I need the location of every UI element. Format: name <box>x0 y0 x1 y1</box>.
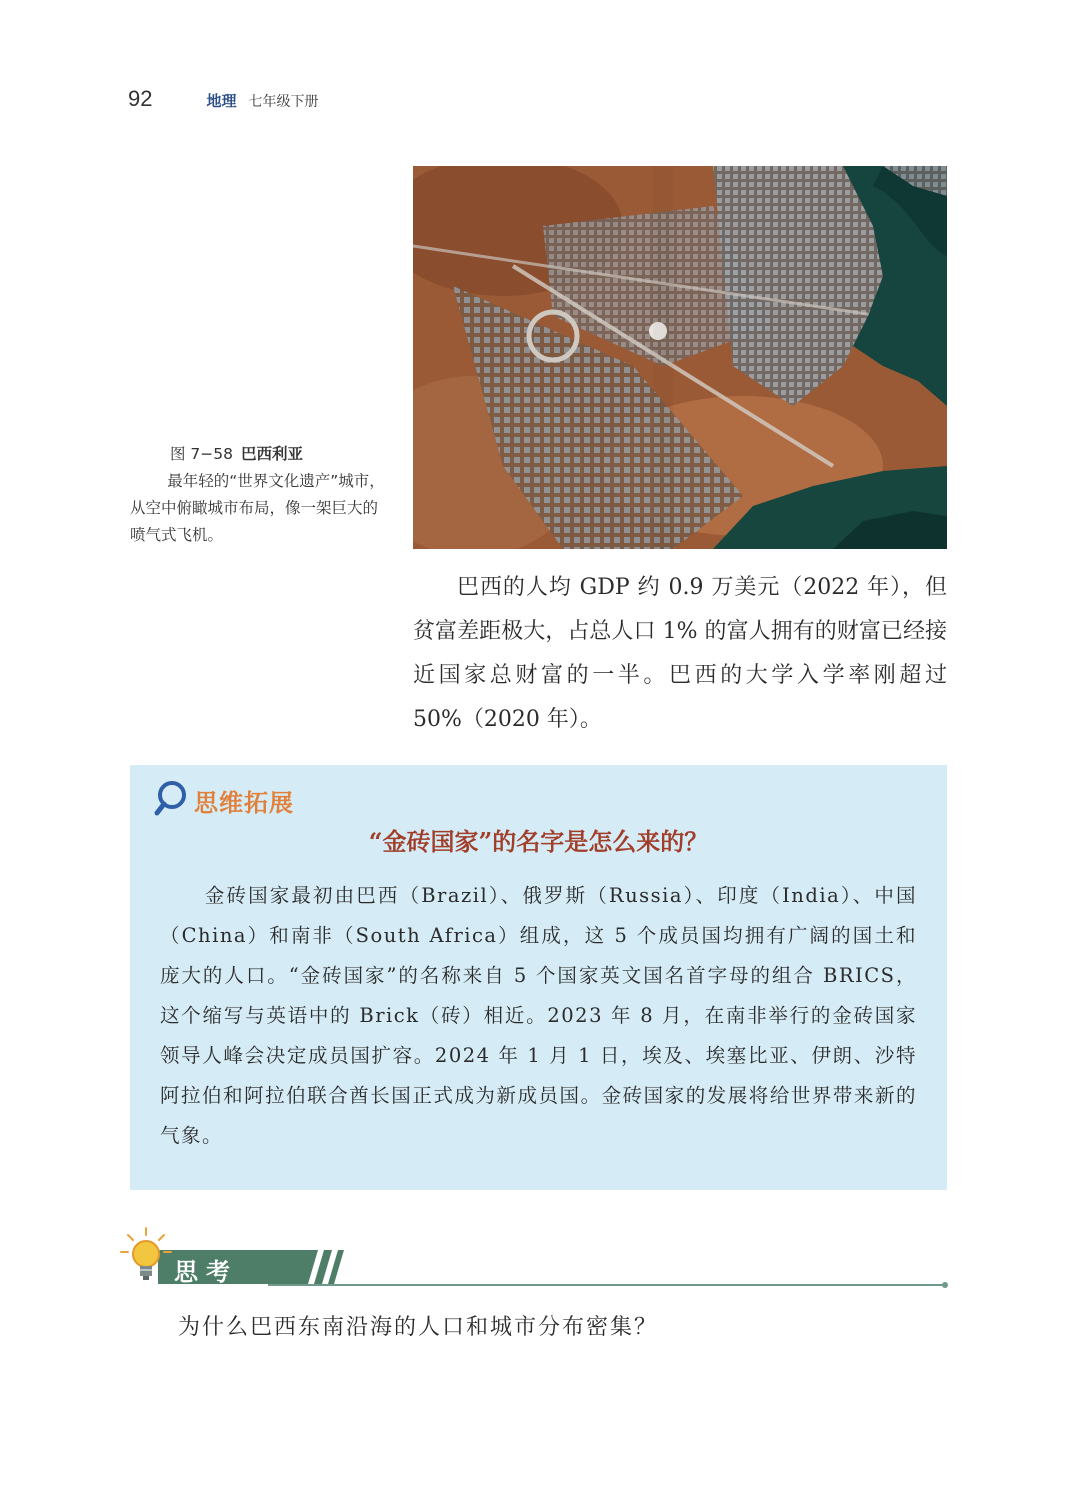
expansion-header <box>154 779 294 821</box>
figure-caption-title <box>130 441 392 468</box>
expansion-label: 思维拓展 <box>194 788 294 817</box>
think-divider-dot <box>942 1282 948 1288</box>
figure-number: 图 7−58 <box>170 445 233 463</box>
think-question: 为什么巴西东南沿海的人口和城市分布密集？ <box>178 1315 659 1340</box>
thinking-expansion-box <box>130 765 947 1190</box>
think-section <box>118 1222 950 1292</box>
brasilia-aerial-photo <box>413 166 947 549</box>
lightbulb-icon <box>118 1226 174 1290</box>
page-header <box>128 86 319 112</box>
page-number: 92 <box>128 86 153 111</box>
grade-label: 七年级下册 <box>248 94 319 110</box>
think-divider <box>268 1284 944 1286</box>
figure-title: 巴西利亚 <box>241 445 304 463</box>
subject-label: 地理 <box>206 92 237 110</box>
magnifier-icon <box>154 779 190 821</box>
main-paragraph: 巴西的人均 GDP 约 0.9 万美元（2022 年），但贫富差距极大，占总人口 1% 的富人拥有的财富已经接近国家总财富的一半。巴西的大学入学率刚超过 50%（2020 年）。 <box>413 575 947 732</box>
expansion-question: “金砖国家”的名字是怎么来的？ <box>368 827 709 856</box>
think-label: 思考 <box>174 1258 238 1286</box>
figure-caption-text: 最年轻的“世界文化遗产”城市，从空中俯瞰城市布局，像一架巨大的喷气式飞机。 <box>130 472 385 544</box>
figure-caption <box>130 441 392 549</box>
expansion-text: 金砖国家最初由巴西（Brazil）、俄罗斯（Russia）、印度（India）、中国（China）和南非（South Africa）组成，这 5 个成员国均拥有广阔的国土和庞大的人口。“金砖国家”的名称来自 5 个国家英文国名首字母的组合 BRICS，这个缩写与英语中的 Brick（砖）相近。2023 年 8 月，在南非举行的金砖国家领导人峰会决定成员国扩容。2024 年 1 月 1 日，埃及、埃塞比亚、伊朗、沙特阿拉伯和阿拉伯联合酋长国正式成为新成员国。金砖国家的发展将给世界带来新的气象。 <box>160 884 917 1147</box>
